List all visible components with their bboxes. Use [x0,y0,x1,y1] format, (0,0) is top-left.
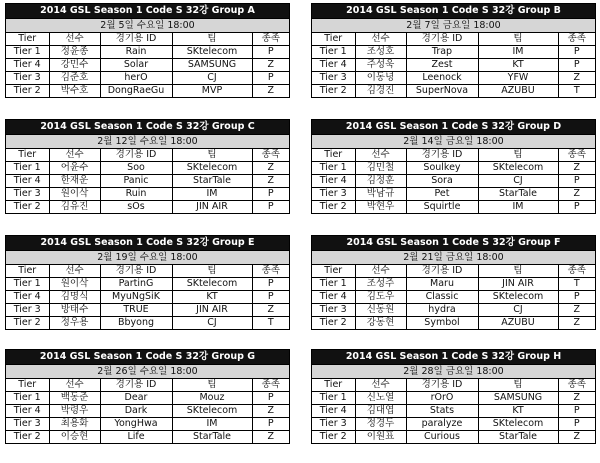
player-table [6,378,289,443]
player-name-cell: 방태수 [49,304,100,317]
group-title: 2014 GSL Season 1 Code S 32강 Group C [6,120,289,134]
column-header-tier: Tier [6,265,49,278]
table-row [312,278,595,291]
player-name-cell: 어윤수 [49,162,100,175]
tier-cell: Tier 1 [312,162,355,175]
column-header-tier: Tier [312,149,355,162]
group-title: 2014 GSL Season 1 Code S 32강 Group D [312,120,595,134]
player-id-cell: Classic [406,291,478,304]
team-cell: SKtelecom [172,278,252,291]
player-name-cell: 김준호 [49,72,100,85]
race-cell: P [252,392,289,405]
table-row [6,431,289,444]
team-cell: SKtelecom [172,162,252,175]
race-cell: P [252,72,289,85]
player-id-cell: Soo [100,162,172,175]
column-header-id: 경기용 ID [406,379,478,392]
player-table [6,148,289,213]
team-cell: JIN AIR [172,304,252,317]
player-name-cell: 박남규 [355,188,406,201]
column-header-team: 팀 [172,379,252,392]
group-table-f [311,235,596,330]
team-cell: YFW [478,72,558,85]
player-id-cell: MyuNgSiK [100,291,172,304]
player-name-cell: 김도우 [355,291,406,304]
table-row [312,431,595,444]
player-id-cell: Pet [406,188,478,201]
race-cell: P [252,201,289,214]
player-name-cell: 김명식 [49,291,100,304]
column-header-race: 종족 [252,379,289,392]
column-header-player: 선수 [355,265,406,278]
player-id-cell: Solar [100,59,172,72]
group-table-a [5,3,290,98]
race-cell: P [252,278,289,291]
tier-cell: Tier 2 [312,431,355,444]
column-header-race: 종족 [252,265,289,278]
race-cell: P [558,46,595,59]
player-id-cell: Stats [406,405,478,418]
column-header-team: 팀 [172,33,252,46]
table-row [6,188,289,201]
table-row [312,304,595,317]
player-name-cell: 김정훈 [355,175,406,188]
column-header-team: 팀 [478,33,558,46]
player-name-cell: 최용화 [49,418,100,431]
team-cell: AZUBU [478,85,558,98]
player-name-cell: 주성욱 [355,59,406,72]
column-header-id: 경기용 ID [100,149,172,162]
group-table-d [311,119,596,214]
column-header-race: 종족 [252,149,289,162]
table-row [6,201,289,214]
player-id-cell: Rain [100,46,172,59]
team-cell: SKtelecom [478,291,558,304]
team-cell: Mouz [172,392,252,405]
table-row [312,59,595,72]
player-name-cell: 이원표 [355,431,406,444]
team-cell: CJ [172,317,252,330]
column-header-team: 팀 [478,265,558,278]
column-header-id: 경기용 ID [100,33,172,46]
column-header-team: 팀 [172,149,252,162]
table-row [6,304,289,317]
player-id-cell: SuperNova [406,85,478,98]
player-id-cell: PartinG [100,278,172,291]
tier-cell: Tier 1 [6,162,49,175]
column-header-race: 종족 [558,33,595,46]
race-cell: Z [558,392,595,405]
race-cell: P [558,201,595,214]
player-id-cell: Maru [406,278,478,291]
group-table-e [5,235,290,330]
player-name-cell: 조성주 [355,278,406,291]
column-header-player: 선수 [355,149,406,162]
match-date: 2월 5일 수요일 18:00 [6,18,289,32]
team-cell: SKtelecom [478,162,558,175]
player-table [312,264,595,329]
column-header-player: 선수 [355,379,406,392]
player-name-cell: 강민수 [49,59,100,72]
team-cell: IM [172,188,252,201]
player-name-cell: 김경진 [355,85,406,98]
column-header-player: 선수 [49,265,100,278]
column-header-tier: Tier [6,33,49,46]
group-title: 2014 GSL Season 1 Code S 32강 Group G [6,350,289,364]
race-cell: T [558,278,595,291]
team-cell: JIN AIR [478,278,558,291]
column-header-team: 팀 [478,149,558,162]
race-cell: P [558,291,595,304]
table-row [312,392,595,405]
player-name-cell: 정경두 [355,418,406,431]
race-cell: Z [558,188,595,201]
table-header-row [6,149,289,162]
group-title: 2014 GSL Season 1 Code S 32강 Group F [312,236,595,250]
match-date: 2월 28일 금요일 18:00 [312,364,595,378]
table-row [6,278,289,291]
race-cell: P [252,188,289,201]
tier-cell: Tier 3 [6,72,49,85]
team-cell: KT [172,291,252,304]
table-row [312,418,595,431]
column-header-team: 팀 [172,265,252,278]
column-header-id: 경기용 ID [406,149,478,162]
player-table [6,264,289,329]
race-cell: Z [558,317,595,330]
player-id-cell: Zest [406,59,478,72]
player-id-cell: Dear [100,392,172,405]
column-header-race: 종족 [558,149,595,162]
tier-cell: Tier 4 [6,175,49,188]
match-date: 2월 14일 금요일 18:00 [312,134,595,148]
player-id-cell: Ruin [100,188,172,201]
team-cell: IM [478,201,558,214]
tier-cell: Tier 2 [6,317,49,330]
player-id-cell: Symbol [406,317,478,330]
team-cell: KT [478,59,558,72]
team-cell: MVP [172,85,252,98]
player-name-cell: 김유진 [49,201,100,214]
race-cell: T [252,317,289,330]
race-cell: P [558,175,595,188]
player-table [312,378,595,443]
table-row [312,291,595,304]
table-row [312,201,595,214]
player-table [312,148,595,213]
player-id-cell: DongRaeGu [100,85,172,98]
race-cell: Z [252,431,289,444]
tier-cell: Tier 4 [312,405,355,418]
column-header-id: 경기용 ID [100,379,172,392]
group-table-g [5,349,290,444]
tier-cell: Tier 3 [312,304,355,317]
player-name-cell: 이동녕 [355,72,406,85]
team-cell: StarTale [172,431,252,444]
player-table [6,32,289,97]
player-id-cell: paralyze [406,418,478,431]
team-cell: SAMSUNG [478,392,558,405]
player-id-cell: YongHwa [100,418,172,431]
player-name-cell: 김민철 [355,162,406,175]
race-cell: Z [252,85,289,98]
player-name-cell: 원이삭 [49,188,100,201]
table-header-row [6,379,289,392]
table-header-row [312,33,595,46]
team-cell: StarTale [478,188,558,201]
column-header-player: 선수 [355,33,406,46]
table-row [6,405,289,418]
table-row [312,175,595,188]
race-cell: Z [252,162,289,175]
tier-cell: Tier 4 [312,175,355,188]
player-name-cell: 신동원 [355,304,406,317]
player-name-cell: 박수호 [49,85,100,98]
player-id-cell: rOrO [406,392,478,405]
group-table-b [311,3,596,98]
player-id-cell: hydra [406,304,478,317]
tier-cell: Tier 2 [6,431,49,444]
race-cell: Z [558,304,595,317]
player-name-cell: 백동준 [49,392,100,405]
tier-cell: Tier 3 [6,188,49,201]
race-cell: Z [558,162,595,175]
column-header-tier: Tier [312,33,355,46]
player-name-cell: 정우용 [49,317,100,330]
player-id-cell: Life [100,431,172,444]
team-cell: CJ [478,304,558,317]
table-row [6,162,289,175]
tier-cell: Tier 1 [6,392,49,405]
column-header-player: 선수 [49,379,100,392]
match-date: 2월 21일 금요일 18:00 [312,250,595,264]
column-header-tier: Tier [6,379,49,392]
player-name-cell: 한재운 [49,175,100,188]
tier-cell: Tier 3 [6,304,49,317]
player-name-cell: 정윤종 [49,46,100,59]
table-header-row [312,149,595,162]
table-row [312,46,595,59]
race-cell: T [558,85,595,98]
player-id-cell: Sora [406,175,478,188]
table-row [6,46,289,59]
tier-cell: Tier 1 [312,46,355,59]
race-cell: P [558,418,595,431]
player-id-cell: Bbyong [100,317,172,330]
match-date: 2월 19일 수요일 18:00 [6,250,289,264]
table-row [6,392,289,405]
team-cell: KT [478,405,558,418]
tier-cell: Tier 4 [6,59,49,72]
table-row [312,85,595,98]
race-cell: Z [558,72,595,85]
tier-cell: Tier 3 [6,418,49,431]
table-row [6,317,289,330]
column-header-tier: Tier [6,149,49,162]
player-id-cell: Squirtle [406,201,478,214]
race-cell: P [558,405,595,418]
group-table-c [5,119,290,214]
player-table [312,32,595,97]
race-cell: Z [252,175,289,188]
player-name-cell: 강동현 [355,317,406,330]
player-id-cell: TRUE [100,304,172,317]
table-row [312,72,595,85]
tier-cell: Tier 1 [6,46,49,59]
team-cell: StarTale [172,175,252,188]
table-row [312,162,595,175]
table-row [6,72,289,85]
race-cell: P [252,46,289,59]
column-header-player: 선수 [49,33,100,46]
team-cell: SKtelecom [478,418,558,431]
player-name-cell: 김대엽 [355,405,406,418]
team-cell: SAMSUNG [172,59,252,72]
team-cell: IM [478,46,558,59]
player-id-cell: Trap [406,46,478,59]
team-cell: SKtelecom [172,405,252,418]
tier-cell: Tier 4 [312,59,355,72]
race-cell: Z [252,59,289,72]
tier-cell: Tier 3 [312,418,355,431]
player-id-cell: Leenock [406,72,478,85]
player-name-cell: 신노열 [355,392,406,405]
team-cell: CJ [172,72,252,85]
player-name-cell: 박현우 [355,201,406,214]
race-cell: Z [558,431,595,444]
table-row [312,405,595,418]
column-header-tier: Tier [312,265,355,278]
player-id-cell: sOs [100,201,172,214]
race-cell: Z [252,304,289,317]
race-cell: P [252,291,289,304]
player-id-cell: Soulkey [406,162,478,175]
table-row [312,317,595,330]
tier-cell: Tier 1 [312,278,355,291]
table-row [6,291,289,304]
player-id-cell: Panic [100,175,172,188]
tier-cell: Tier 2 [312,201,355,214]
match-date: 2월 7일 금요일 18:00 [312,18,595,32]
column-header-tier: Tier [312,379,355,392]
column-header-race: 종족 [558,265,595,278]
group-title: 2014 GSL Season 1 Code S 32강 Group H [312,350,595,364]
tier-cell: Tier 2 [312,317,355,330]
team-cell: AZUBU [478,317,558,330]
player-name-cell: 조성호 [355,46,406,59]
group-title: 2014 GSL Season 1 Code S 32강 Group E [6,236,289,250]
player-id-cell: Curious [406,431,478,444]
table-row [6,59,289,72]
race-cell: Z [252,405,289,418]
column-header-team: 팀 [478,379,558,392]
race-cell: P [558,59,595,72]
column-header-id: 경기용 ID [406,33,478,46]
team-cell: IM [172,418,252,431]
group-title: 2014 GSL Season 1 Code S 32강 Group A [6,4,289,18]
tier-cell: Tier 2 [6,85,49,98]
column-header-race: 종족 [252,33,289,46]
player-name-cell: 원이삭 [49,278,100,291]
table-header-row [6,33,289,46]
tier-cell: Tier 1 [6,278,49,291]
player-name-cell: 이승현 [49,431,100,444]
tier-cell: Tier 2 [312,85,355,98]
team-cell: SKtelecom [172,46,252,59]
group-title: 2014 GSL Season 1 Code S 32강 Group B [312,4,595,18]
column-header-player: 선수 [49,149,100,162]
table-row [6,418,289,431]
table-row [6,175,289,188]
group-table-h [311,349,596,444]
team-cell: StarTale [478,431,558,444]
tier-cell: Tier 3 [312,188,355,201]
table-header-row [312,265,595,278]
column-header-id: 경기용 ID [100,265,172,278]
table-row [6,85,289,98]
team-cell: JIN AIR [172,201,252,214]
tier-cell: Tier 4 [312,291,355,304]
player-id-cell: herO [100,72,172,85]
table-row [312,188,595,201]
tier-cell: Tier 2 [6,201,49,214]
race-cell: P [252,418,289,431]
match-date: 2월 26일 수요일 18:00 [6,364,289,378]
player-id-cell: Dark [100,405,172,418]
match-date: 2월 12일 수요일 18:00 [6,134,289,148]
tier-cell: Tier 1 [312,392,355,405]
column-header-race: 종족 [558,379,595,392]
table-header-row [312,379,595,392]
tier-cell: Tier 4 [6,405,49,418]
team-cell: CJ [478,175,558,188]
tier-cell: Tier 4 [6,291,49,304]
tier-cell: Tier 3 [312,72,355,85]
column-header-id: 경기용 ID [406,265,478,278]
player-name-cell: 박령우 [49,405,100,418]
table-header-row [6,265,289,278]
